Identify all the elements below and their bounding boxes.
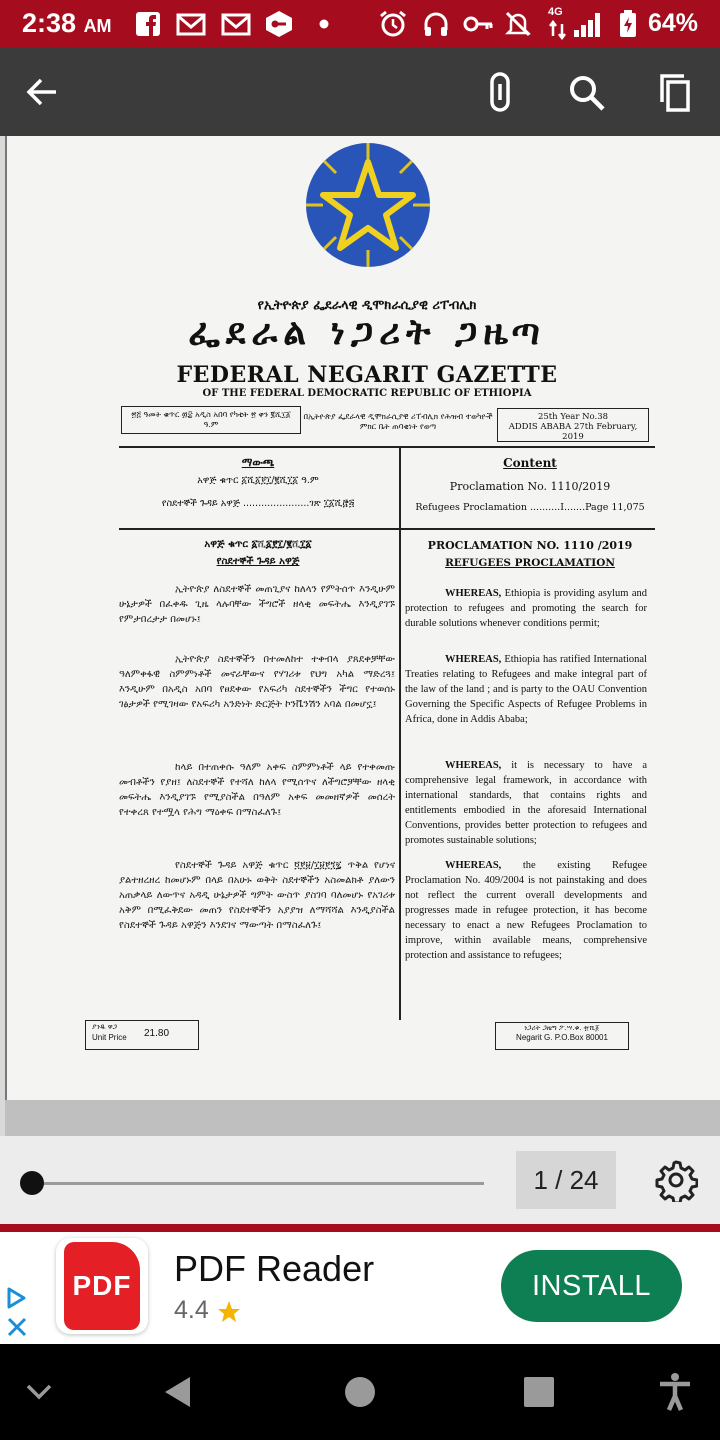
gmail-icon [220, 10, 252, 38]
headphones-icon [422, 10, 450, 38]
proclamation-number: PROCLAMATION NO. 1110 /2019 [427, 539, 633, 552]
mute-icon [504, 10, 532, 38]
arrow-left-icon[interactable] [22, 72, 62, 112]
page-indicator[interactable]: 1 / 24 [516, 1151, 616, 1209]
battery-icon [619, 10, 637, 38]
en-paragraph: WHEREAS, Ethiopia is providing asylum and protection to refugees and promoting the search for durable solutions whenever conditions permit; [405, 588, 647, 629]
content-amharic-line2: የስደተኞች ጉዳይ አዋጅ ......................ገጽ ፲፩ሺ፸፭ [161, 498, 355, 509]
key-icon [462, 10, 494, 38]
content-line1: Proclamation No. 1110/2019 [449, 480, 611, 493]
page-slider-track[interactable] [32, 1182, 484, 1185]
navigation-bar [0, 1344, 720, 1440]
clock: 2:38 AM [22, 8, 112, 38]
content-heading: Content [503, 456, 557, 470]
am-paragraph: ኢትዮጵያ ስደተኞችን በተመለከተ ተቀብላ ያጸደቀቻቸው ዓለምቀፋዊ ስምምነቶች መኖራቸውና የሃገሪቱ የህግ አካል ማድረጓ፤ እንዲሁም በአዲስ አበባ የፀደቀው የአፍሪካ ስደተኞችን ችግር የተወሰኑ ገፅታዎች የሚገዛው የአፍሪካ አንድነት ድርጅት ኮንቬንሽን አባል በመሆኗ፤ [119, 654, 395, 710]
gazette-title: FEDERAL NEGARIT GAZETTE [176, 362, 558, 388]
pobox-box: ነጋሪት ጋዜጣ ፖ.ሣ.ቁ. ፹ሺ፩ Negarit G. P.O.Box 80001 [495, 1022, 629, 1050]
accessibility-icon[interactable] [656, 1372, 694, 1412]
recents-icon[interactable] [522, 1375, 556, 1409]
app-rating: 4.4 [174, 1296, 209, 1324]
am-proclamation-number: አዋጅ ቁጥር ፩ሺ፩፻፲/፪ሺ፲፩ [204, 539, 312, 550]
unit-price-box: ያንዱ ዋጋ Unit Price 21.80 [85, 1020, 199, 1050]
header-box-right: 25th Year No.38 ADDIS ABABA 27th February, 2019 [497, 408, 649, 442]
app-name: PDF Reader [174, 1248, 375, 1289]
content-heading-amharic: ማውጫ [241, 456, 275, 469]
battery-percent: 64% [647, 9, 698, 37]
divider [119, 528, 655, 530]
en-paragraph: WHEREAS, the existing Refugee Proclamation No. 409/2004 is not painstaking and does not reflect the current overall developments and progresses made in refugee protection, it has become necessary to enact a new Refugees Proclamation to improve, within available means, comprehensive protection and assistance to refugees; [405, 860, 647, 961]
gmail-icon [175, 10, 207, 38]
content-amharic-line1: አዋጅ ቁጥር ፩ሺ፩፻፲/፪ሺ፲፩ ዓ.ም [197, 475, 319, 486]
ad-choices-icon[interactable] [4, 1286, 28, 1310]
am-paragraph: የስደተኞች ጉዳይ አዋጅ ቁጥር ፬፻፱/፲፱፻፺፯ ጥቅል የሆነና ያልተዘረዘረ ከመሆኑም በላይ በአሁኑ ወቅት ስደተኞችን አስመልክቶ ያለውን አጠቃላይ ለውጥና አዳዲ ሁኔታዎች ግምት ውስጥ ያስገባ ባለመሆኑ የአገሪቱ አቅም በሚፈቅደው መጠን የስደተኞችን አያያዝ ለማሻሻል እንዲያስችል የስደተኞች ጉዳይ አዋጅን እንደገና ማውጣት በማስፈለጉ፤ [119, 860, 395, 931]
copy-icon[interactable] [654, 70, 696, 114]
content-line2: Refugees Proclamation ..........I.......Page 11,075 [415, 502, 645, 513]
facebook-icon [134, 10, 162, 38]
ethiopian-emblem [303, 140, 433, 270]
toolbar [0, 48, 720, 136]
am-paragraph: ኢትዮጵያ ለስደተኞች መጠጊያና ከለላን የምትሰጥ እንዲሁም ሁኔታዎች በፈቀዱ ጊዜ ላሉባቸው ችግሮች ዘላቂ መፍትሔ እንዲያገኙ የምታበረታታ በመሆኑ፤ [119, 584, 395, 625]
install-button[interactable]: INSTALL [501, 1250, 682, 1322]
header-box-left: ፳፭ ዓመት ቁጥር ፴፰ አዲስ አበባ የካቲት ፳ ቀን ፪ሺ፲፩ ዓ.ም [121, 406, 301, 434]
pdf-page [5, 136, 720, 1106]
divider [119, 446, 655, 448]
page-gap [5, 1100, 720, 1136]
network-type: 4G [548, 6, 563, 18]
alarm-icon [378, 10, 408, 38]
back-icon[interactable] [160, 1374, 196, 1410]
vpn-key-icon [264, 10, 294, 38]
notification-dot-icon [318, 10, 330, 38]
am-paragraph: ከላይ በተጠቀሱ ዓለም አቀፍ ስምምነቶች ላይ የተቀመጡ መብቶችን የያዘ፤ ለስደተኞች የተሻለ ከለላ የሚሰጥና ለችግሮቻቸው ዘላቂ መፍትሔ እንዲያገኙ የሚያስችል በዓለም አቀፍ መመዘኛዎች መሰረት የተቀረጸ የተሟላ የሕግ ማዕቀፍ በማስፈለጉ፤ [119, 762, 395, 818]
en-paragraph: WHEREAS, it is necessary to have a comprehensive legal framework, in accordance with international standards, that contains rights and entitlements embodied in the aforesaid International Conventions, provides better protection to refugees and promotes sustainable solutions; [405, 760, 647, 846]
page-controls [0, 1136, 720, 1224]
data-arrows-icon [548, 20, 568, 40]
column-divider [399, 448, 401, 1020]
close-icon[interactable] [6, 1316, 28, 1338]
signal-icon [572, 10, 606, 38]
divider [0, 1224, 720, 1232]
amharic-republic-name: የኢትዮጵያ ፌደራላዊ ዲሞክራሲያዊ ሪፐብሊክ [257, 298, 477, 313]
star-icon [217, 1300, 241, 1324]
attach-icon[interactable] [480, 70, 520, 114]
gear-icon[interactable] [654, 1158, 698, 1202]
page-slider-thumb[interactable] [20, 1171, 44, 1195]
amharic-gazette-title: ፌደራል ነጋሪት ጋዜጣ [188, 312, 546, 353]
en-paragraph: WHEREAS, Ethiopia has ratified International Treaties relating to Refugees and make integral part of the law of the land ; and is party to the OAU Convention Governing the Specific Aspects of Refugee Problems in Africa, done in Addis Ababa; [405, 654, 647, 725]
chevron-down-icon[interactable] [24, 1380, 54, 1404]
am-proclamation-title: የስደተኞች ጉዳይ አዋጅ [216, 556, 300, 567]
home-icon[interactable] [342, 1374, 378, 1410]
gazette-subtitle: OF THE FEDERAL DEMOCRATIC REPUBLIC OF ETHIOPIA [202, 388, 532, 399]
search-icon[interactable] [566, 72, 608, 114]
status-bar [0, 0, 720, 48]
proclamation-title: REFUGEES PROCLAMATION [445, 557, 615, 569]
header-box-mid: በኢትዮጵያ ፌደራላዊ ዲሞክራሲያዊ ሪፐብሊክ የሕዝብ ተወካዮች ምክር ቤት ጠባቂነት የወጣ [303, 412, 493, 431]
app-icon[interactable]: PDF [56, 1238, 148, 1334]
